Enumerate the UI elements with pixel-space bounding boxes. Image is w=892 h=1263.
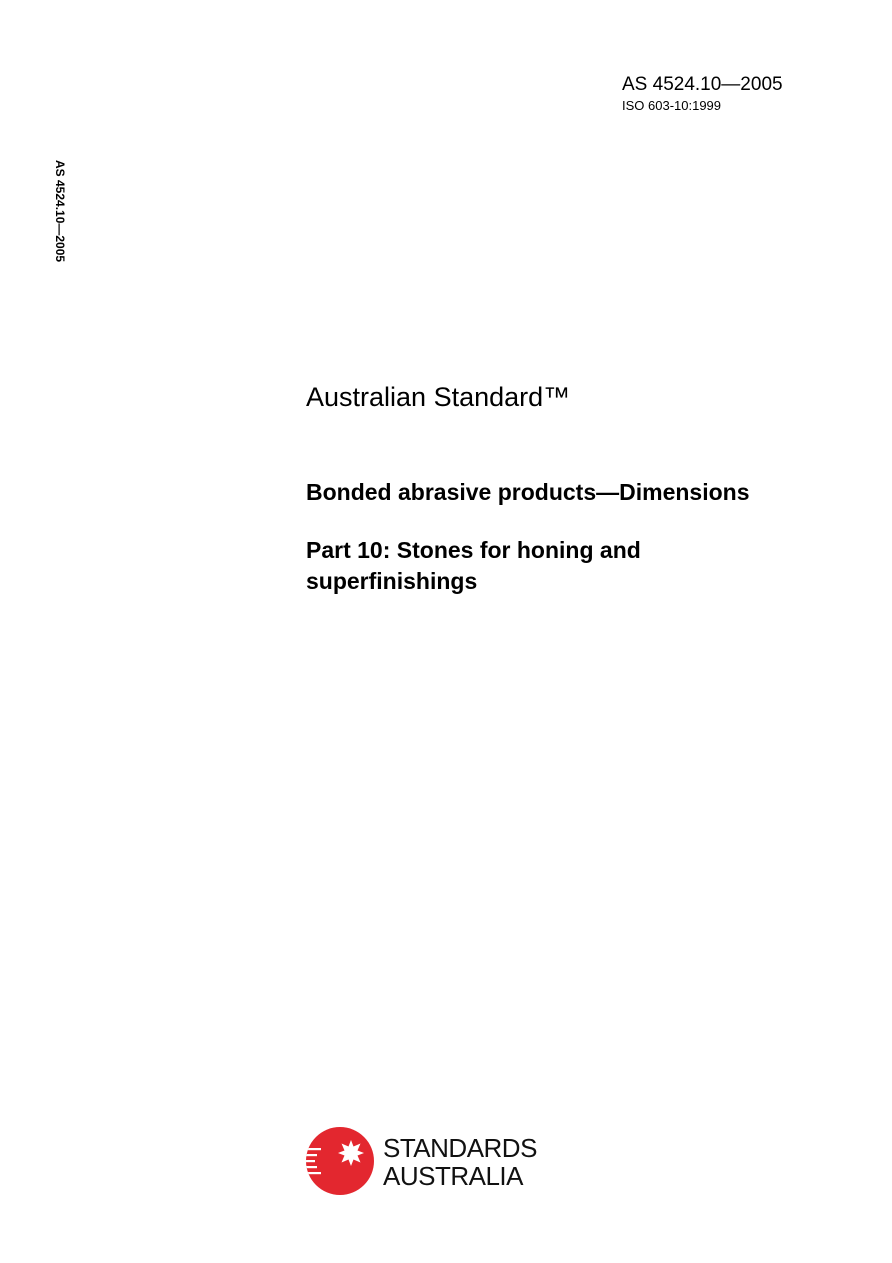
standard-title: Bonded abrasive products—Dimensions [306, 479, 750, 505]
standards-australia-logo [305, 1126, 545, 1198]
series-title: Australian Standard™ [306, 382, 571, 412]
logo-wordmark [383, 1134, 537, 1190]
logo-line-standards: STANDARDS [383, 1133, 537, 1163]
logo-line-australia: AUSTRALIA [383, 1161, 523, 1191]
spine-label: AS 4524.10—2005 [53, 160, 67, 263]
iso-reference: ISO 603-10:1999 [622, 98, 722, 113]
standard-part-title: Part 10: Stones for honing and superfinishings [306, 537, 641, 594]
standards-australia-star-icon [305, 1126, 375, 1196]
document-number: AS 4524.10—2005 [622, 74, 783, 95]
